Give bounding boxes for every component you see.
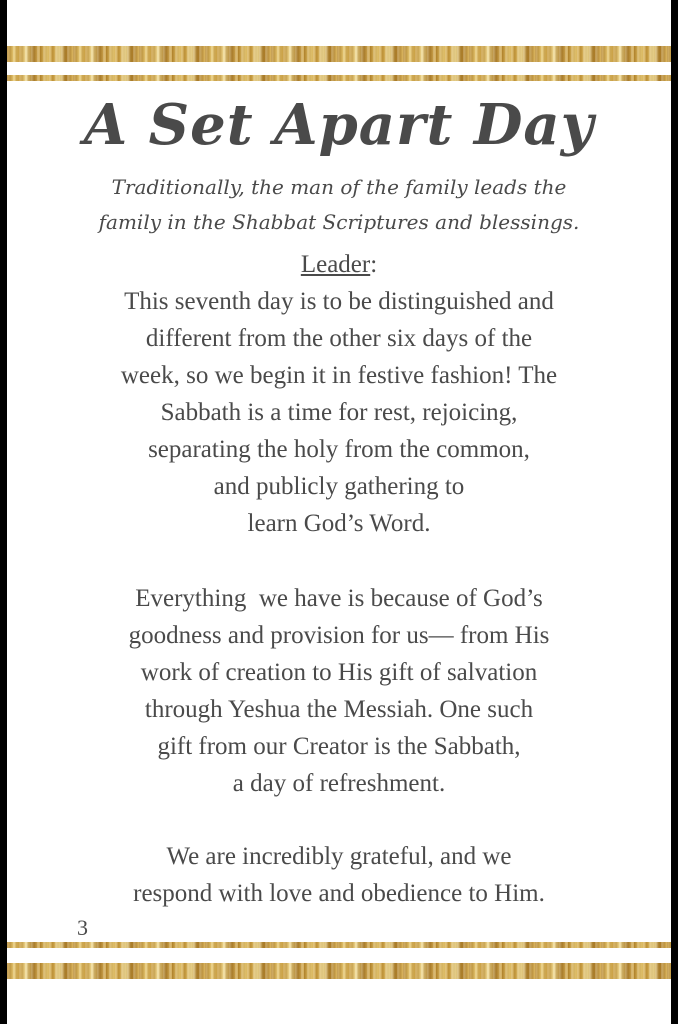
leader-colon: :	[370, 251, 378, 278]
text-line: This seventh day is to be distinguished and	[124, 288, 554, 315]
text-line: gift from our Creator is the Sabbath,	[157, 733, 521, 760]
text-line: a day of refreshment.	[232, 770, 446, 797]
paragraph-2	[47, 580, 631, 802]
text-line: learn God’s Word.	[247, 510, 431, 537]
text-line: Sabbath is a time for rest, rejoicing,	[160, 399, 518, 426]
text-line: week, so we begin it in festive fashion! The	[120, 362, 558, 389]
text-line: Everything we have is because of God’s	[135, 585, 543, 612]
text-line: through Yeshua the Messiah. One such	[144, 696, 534, 723]
leader-label: Leader	[300, 251, 371, 278]
gold-border-bottom-thick	[7, 963, 671, 979]
text-line: separating the holy from the common,	[148, 436, 530, 463]
leader-heading	[7, 247, 671, 283]
paragraph-3	[47, 838, 631, 912]
subtitle-line: Traditionally, the man of the family leads the	[111, 175, 567, 199]
text-line: and publicly gathering to	[213, 473, 465, 500]
gold-border-top-thick	[7, 46, 671, 62]
gold-border-bottom-thin	[7, 942, 671, 948]
paragraph-1	[47, 283, 631, 542]
subtitle	[47, 170, 631, 240]
booklet-page	[7, 0, 671, 1024]
text-line: work of creation to His gift of salvation	[140, 659, 538, 686]
text-line: different from the other six days of the	[145, 325, 533, 352]
text-line: goodness and provision for us— from His	[128, 622, 550, 649]
page-title: A Set Apart Day	[83, 92, 595, 158]
page-number: 3	[77, 915, 88, 940]
gold-border-top-thin	[7, 75, 671, 81]
text-line: respond with love and obedience to Him.	[133, 880, 545, 907]
subtitle-line: family in the Shabbat Scriptures and blessings.	[98, 210, 580, 234]
text-line: We are incredibly grateful, and we	[166, 843, 512, 870]
